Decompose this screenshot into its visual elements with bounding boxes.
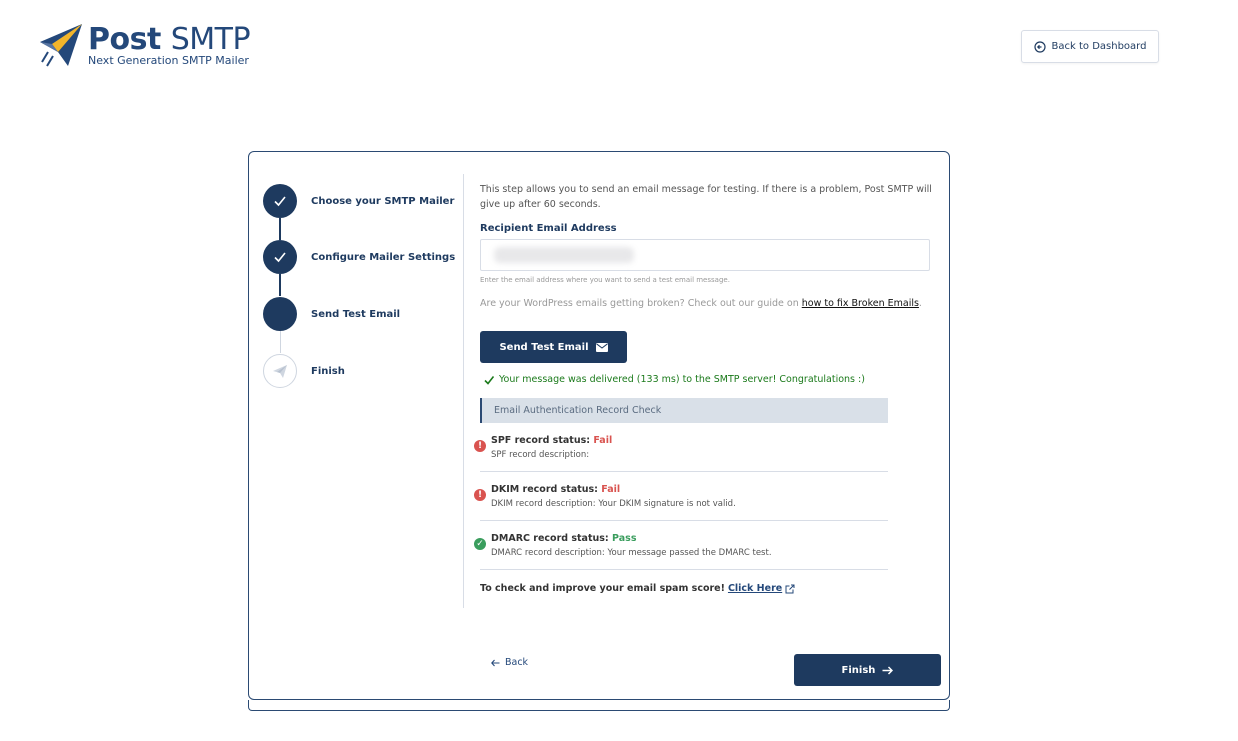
email-auth-check: [476, 398, 888, 570]
recipient-help-text: Enter the email address where you want to send a test email message.: [480, 276, 730, 284]
back-link[interactable]: Back: [491, 657, 528, 668]
auth-check-heading: Email Authentication Record Check: [480, 398, 888, 423]
back-to-dashboard-label: Back to Dashboard: [1051, 41, 1147, 52]
step-label: Finish: [311, 365, 345, 377]
send-test-email-button[interactable]: [480, 331, 627, 363]
arrow-left-icon: [491, 659, 500, 667]
dkim-record: [477, 472, 888, 521]
record-description: DMARC record description: Your message passed the DMARC test.: [491, 548, 772, 558]
step-configure-mailer[interactable]: [263, 240, 455, 274]
step-send-test-email[interactable]: [263, 297, 400, 331]
finish-label: Finish: [841, 664, 876, 676]
step-label: Send Test Email: [311, 308, 401, 320]
envelope-icon: [596, 343, 608, 352]
post-smtp-logo: [38, 22, 251, 70]
send-test-email-label: Send Test Email: [499, 341, 589, 353]
status-badge: Pass: [612, 533, 637, 544]
status-badge: Fail: [593, 435, 613, 446]
brand-name: Post SMTP: [88, 22, 251, 57]
spam-score-row: To check and improve your email spam score! Click Here: [480, 583, 795, 594]
step-connector: [280, 331, 281, 353]
status-badge: Fail: [601, 484, 621, 495]
record-title: DMARC record status: Pass: [491, 533, 637, 544]
broken-emails-link[interactable]: how to fix Broken Emails: [801, 298, 919, 309]
check-icon: [263, 184, 297, 218]
finish-button[interactable]: [794, 654, 941, 686]
paper-plane-icon: [263, 354, 297, 388]
vertical-divider: [463, 174, 464, 608]
check-icon: [263, 240, 297, 274]
success-check-icon: ✓: [474, 538, 486, 550]
step-connector: [279, 218, 281, 240]
spam-score-link[interactable]: Click Here: [727, 583, 783, 594]
error-icon: !: [474, 440, 486, 452]
card-stack-edge: [248, 700, 950, 711]
step-finish[interactable]: [263, 354, 345, 388]
checkmark-icon: [484, 375, 494, 385]
external-link-icon: [785, 584, 795, 594]
success-message: Your message was delivered (133 ms) to the SMTP server! Congratulations :): [484, 374, 865, 385]
record-title: SPF record status: Fail: [491, 435, 613, 446]
intro-text: This step allows you to send an email message for testing. If there is a problem, Post SMTP will give up after 60 seconds.: [480, 184, 932, 210]
dmarc-record: [476, 521, 888, 570]
back-to-dashboard-button[interactable]: [1021, 30, 1159, 63]
brand-tagline: Next Generation SMTP Mailer: [88, 54, 249, 67]
recipient-label: Recipient Email Address: [480, 223, 617, 234]
step-label: Configure Mailer Settings: [311, 251, 456, 263]
record-description: DKIM record description: Your DKIM signature is not valid.: [491, 499, 736, 509]
record-description: SPF record description:: [491, 450, 590, 460]
arrow-left-circle-icon: [1034, 41, 1046, 53]
current-step-dot: [263, 297, 297, 331]
logo-envelope-icon: [38, 22, 84, 68]
record-title: DKIM record status: Fail: [491, 484, 621, 495]
step-choose-mailer[interactable]: [263, 184, 454, 218]
error-icon: !: [474, 489, 486, 501]
step-connector: [279, 274, 281, 296]
redacted-email-value: [494, 247, 634, 263]
broken-emails-guide: Are your WordPress emails getting broken? Check out our guide on how to fix Broken Emails.: [480, 298, 922, 309]
wizard-card: [248, 151, 950, 700]
arrow-right-icon: [882, 666, 893, 675]
spf-record: [477, 423, 888, 472]
step-label: Choose your SMTP Mailer: [311, 195, 455, 207]
